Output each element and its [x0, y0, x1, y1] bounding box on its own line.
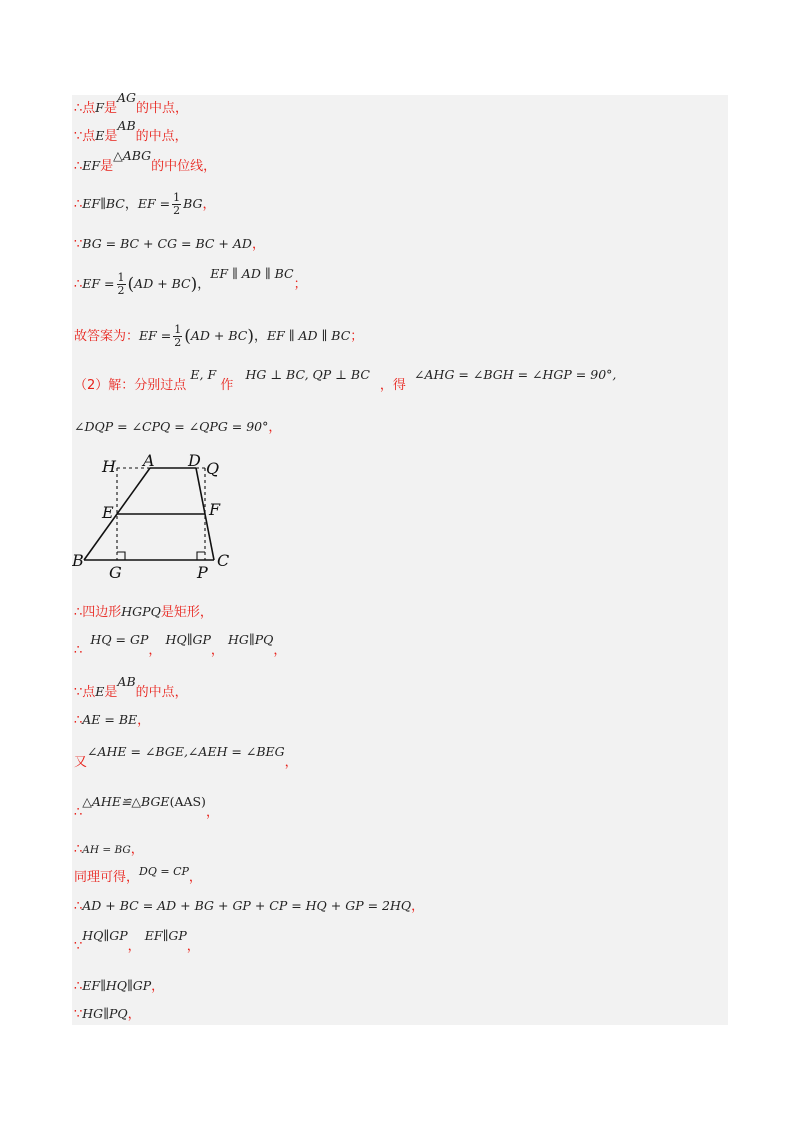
line-21: ∵HG∥PQ，	[74, 1006, 141, 1022]
line-5: ∵BG = BC + CG = BC + AD，	[74, 236, 265, 252]
line-9: ∠DQP = ∠CPQ = ∠QPG = 90°，	[74, 419, 282, 435]
label-c: C	[217, 551, 230, 570]
line-7: 故答案为：EF = $\frac{1}{2}$ (AD + BC)，EF ∥ AD ∥ BC；	[74, 323, 364, 349]
line-14: 又∠AHE = ∠BGE,∠AEH = ∠BEG，	[74, 744, 298, 770]
line-1: ∴点F是AG的中点，	[74, 90, 189, 116]
line-4: ∴EF∥BC，EF = $\frac{1}{2}$ BG，	[74, 191, 216, 217]
line-2: ∵点E是AB的中点，	[74, 118, 188, 144]
right-angle-g	[117, 552, 125, 560]
fraction-half: $\frac{1}{2}$	[173, 191, 181, 217]
line-6: ∴EF = $\frac{1}{2}$ (AD + BC)，EF ∥ AD ∥ BC；	[74, 266, 307, 297]
label-b: B	[72, 551, 84, 570]
label-f: F	[209, 500, 221, 519]
line-18: ∴AD + BC = AD + BG + GP + CP = HQ + GP = 2HQ，	[74, 898, 425, 914]
line-13: ∴AE = BE，	[74, 712, 151, 728]
label-g: G	[109, 563, 122, 582]
line-20: ∴EF∥HQ∥GP，	[74, 978, 165, 994]
line-17: 同理可得，$^{DQ = CP}$，	[74, 865, 202, 885]
line-16: ∴AH = BG，	[74, 842, 144, 857]
line-15: ∴△AHE≌△BGE(AAS)，	[74, 794, 219, 820]
label-h: H	[102, 457, 116, 476]
line-19: ∵HQ∥GP， EF∥GP，	[74, 928, 200, 954]
trapezoid-figure	[72, 452, 242, 584]
line-12: ∵点E是AB的中点，	[74, 674, 188, 700]
line-3: ∴EF是△ABG的中位线，	[74, 148, 217, 174]
label-a: A	[143, 452, 155, 470]
line-8: （2）解：分别过点 E, F 作 HG ⊥ BC, QP ⊥ BC，得 ∠AHG = ∠BGH = ∠HGP = 90°,	[74, 367, 617, 393]
line-10: ∴四边形HGPQ是矩形，	[74, 604, 213, 620]
label-p: P	[197, 563, 208, 582]
right-angle-p	[197, 552, 205, 560]
line-11: ∴ HQ = GP， HQ∥GP， HG∥PQ，	[74, 632, 287, 658]
fraction-half: $\frac{1}{2}$	[117, 271, 125, 297]
label-e: E	[102, 503, 114, 522]
label-d: D	[188, 452, 201, 470]
label-q: Q	[206, 459, 220, 478]
fraction-half: $\frac{1}{2}$	[174, 323, 182, 349]
